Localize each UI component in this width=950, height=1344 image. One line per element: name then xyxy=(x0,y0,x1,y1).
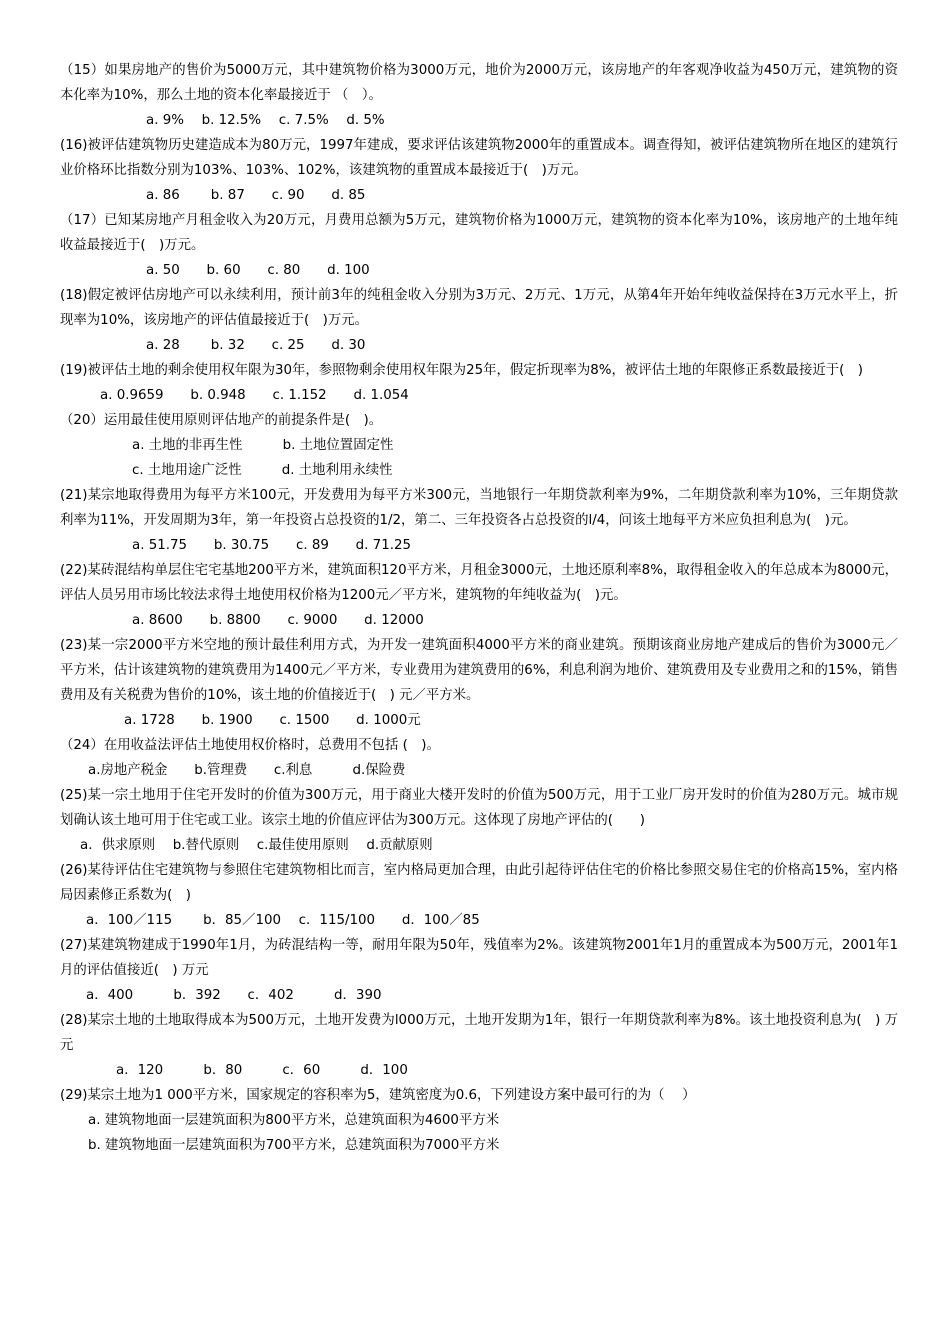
answer-options: a．供求原则 b.替代原则 c.最佳使用原则 d.贡献原则 xyxy=(80,838,433,853)
answer-options: a．120 b．80 c．60 d．100 xyxy=(116,1063,408,1078)
answer-options: a.房地产税金 b.管理费 c.利息 d.保险费 xyxy=(88,763,406,778)
answer-options: a. 50 b. 60 c. 80 d. 100 xyxy=(146,263,370,278)
answer-options: a. 51.75 b. 30.75 c. 89 d. 71.25 xyxy=(132,538,412,553)
question-26 xyxy=(60,858,898,933)
question-stem: (26)某待评估住宅建筑物与参照住宅建筑物相比而言，室内格局更加合理，由此引起待评估住宅的价格比参照交易住宅的价格高15%，室内格局因素修正系数为( ) xyxy=(60,863,898,903)
question-15 xyxy=(60,58,898,133)
question-stem: （24）在用收益法评估土地使用权价格时，总费用不包括 ( )。 xyxy=(60,738,440,753)
question-stem: (22)某砖混结构单层住宅宅基地200平方米，建筑面积120平方米，月租金3000元，土地还原利率8%，取得租金收入的年总成本为8000元，评估人员另用市场比较法求得土地使用权价格为1200元／平方米，建筑物的年纯收益为( )元。 xyxy=(60,563,898,603)
question-17 xyxy=(60,208,898,283)
question-stem: (27)某建筑物建成于1990年1月，为砖混结构一等，耐用年限为50年，残值率为2%。该建筑物2001年1月的重置成本为500万元，2001年1月的评估值接近( ) 万元 xyxy=(60,938,898,978)
question-27 xyxy=(60,933,898,1008)
question-stem: (19)被评估土地的剩余使用权年限为30年，参照物剩余使用权年限为25年，假定折现率为8%，被评估土地的年限修正系数最接近于( ) xyxy=(60,363,863,378)
question-16 xyxy=(60,133,898,208)
answer-options: a. 建筑物地面一层建筑面积为800平方米，总建筑面积为4600平方米 xyxy=(88,1113,500,1128)
question-stem: (29)某宗土地为1 000平方米，国家规定的容积率为5，建筑密度为0.6，下列建设方案中最可行的为（ ） xyxy=(60,1088,696,1103)
question-stem: （17）已知某房地产月租金收入为20万元，月费用总额为5万元，建筑物价格为1000万元，建筑物的资本化率为10%，该房地产的土地年纯收益最接近于( )万元。 xyxy=(60,213,898,253)
question-stem: (25)某一宗土地用于住宅开发时的价值为300万元，用于商业大楼开发时的价值为500万元，用于工业厂房开发时的价值为280万元。城市规划确认该土地可用于住宅或工业。该宗土地的价值应评估为300万元。这体现了房地产评估的( ) xyxy=(60,788,898,828)
question-29 xyxy=(60,1083,898,1158)
question-22 xyxy=(60,558,898,633)
question-18 xyxy=(60,283,898,358)
answer-options: a. 8600 b. 8800 c. 9000 d. 12000 xyxy=(132,613,424,628)
answer-options: b. 建筑物地面一层建筑面积为700平方米，总建筑面积为7000平方米 xyxy=(88,1138,500,1153)
answer-options: a．400 b．392 c．402 d．390 xyxy=(86,988,382,1003)
question-28 xyxy=(60,1008,898,1083)
question-stem: （20）运用最佳使用原则评估地产的前提条件是( )。 xyxy=(60,413,383,428)
document-body xyxy=(60,58,898,1158)
answer-options: a. 1728 b. 1900 c. 1500 d. 1000元 xyxy=(124,713,421,728)
question-19 xyxy=(60,358,898,408)
answer-options: a. 9% b. 12.5% c. 7.5% d. 5% xyxy=(146,113,385,128)
question-20 xyxy=(60,408,898,483)
question-21 xyxy=(60,483,898,558)
answer-options: a. 86 b. 87 c. 90 d. 85 xyxy=(146,188,366,203)
answer-options: a. 土地的非再生性 b. 土地位置固定性 xyxy=(132,438,394,453)
answer-options: a. 28 b. 32 c. 25 d. 30 xyxy=(146,338,366,353)
question-stem: (28)某宗土地的土地取得成本为500万元，土地开发费为l000万元，土地开发期为1年，银行一年期贷款利率为8%。该土地投资利息为( ) 万元 xyxy=(60,1013,898,1053)
question-stem: (23)某一宗2000平方米空地的预计最佳利用方式，为开发一建筑面积4000平方米的商业建筑。预期该商业房地产建成后的售价为3000元／平方米，估计该建筑物的建筑费用为1400元／平方米，专业费用为建筑费用的6%，利息利润为地价、建筑费用及专业费用之和的15%，销售费用及有关税费为售价的10%，该土地的价值接近于( ) 元／平方米。 xyxy=(60,638,898,703)
question-stem: （15）如果房地产的售价为5000万元，其中建筑物价格为3000万元，地价为2000万元，该房地产的年客观净收益为450万元，建筑物的资本化率为10%，那么土地的资本化率最接近于 （ ）。 xyxy=(60,63,898,103)
question-stem: (16)被评估建筑物历史建造成本为80万元，1997年建成，要求评估该建筑物2000年的重置成本。调查得知，被评估建筑物所在地区的建筑行业价格环比指数分别为103%、103%、102%，该建筑物的重置成本最接近于( )万元。 xyxy=(60,138,898,178)
answer-options: c. 土地用途广泛性 d. 土地利用永续性 xyxy=(132,463,393,478)
answer-options: a．100／115 b．85／100 c．115/100 d．100／85 xyxy=(86,913,480,928)
question-24 xyxy=(60,733,898,783)
question-stem: (18)假定被评估房地产可以永续利用，预计前3年的纯租金收入分别为3万元、2万元、1万元，从第4年开始年纯收益保持在3万元水平上，折现率为10%，该房地产的评估值最接近于( )万元。 xyxy=(60,288,898,328)
question-stem: (21)某宗地取得费用为每平方米100元，开发费用为每平方米300元，当地银行一年期贷款利率为9%，二年期贷款利率为10%，三年期贷款利率为11%，开发周期为3年，第一年投资占总投资的1/2，第二、三年投资各占总投资的l/4，问该土地每平方米应负担利息为( )元。 xyxy=(60,488,898,528)
question-23 xyxy=(60,633,898,733)
question-25 xyxy=(60,783,898,858)
answer-options: a. 0.9659 b. 0.948 c. 1.152 d. 1.054 xyxy=(100,388,409,403)
